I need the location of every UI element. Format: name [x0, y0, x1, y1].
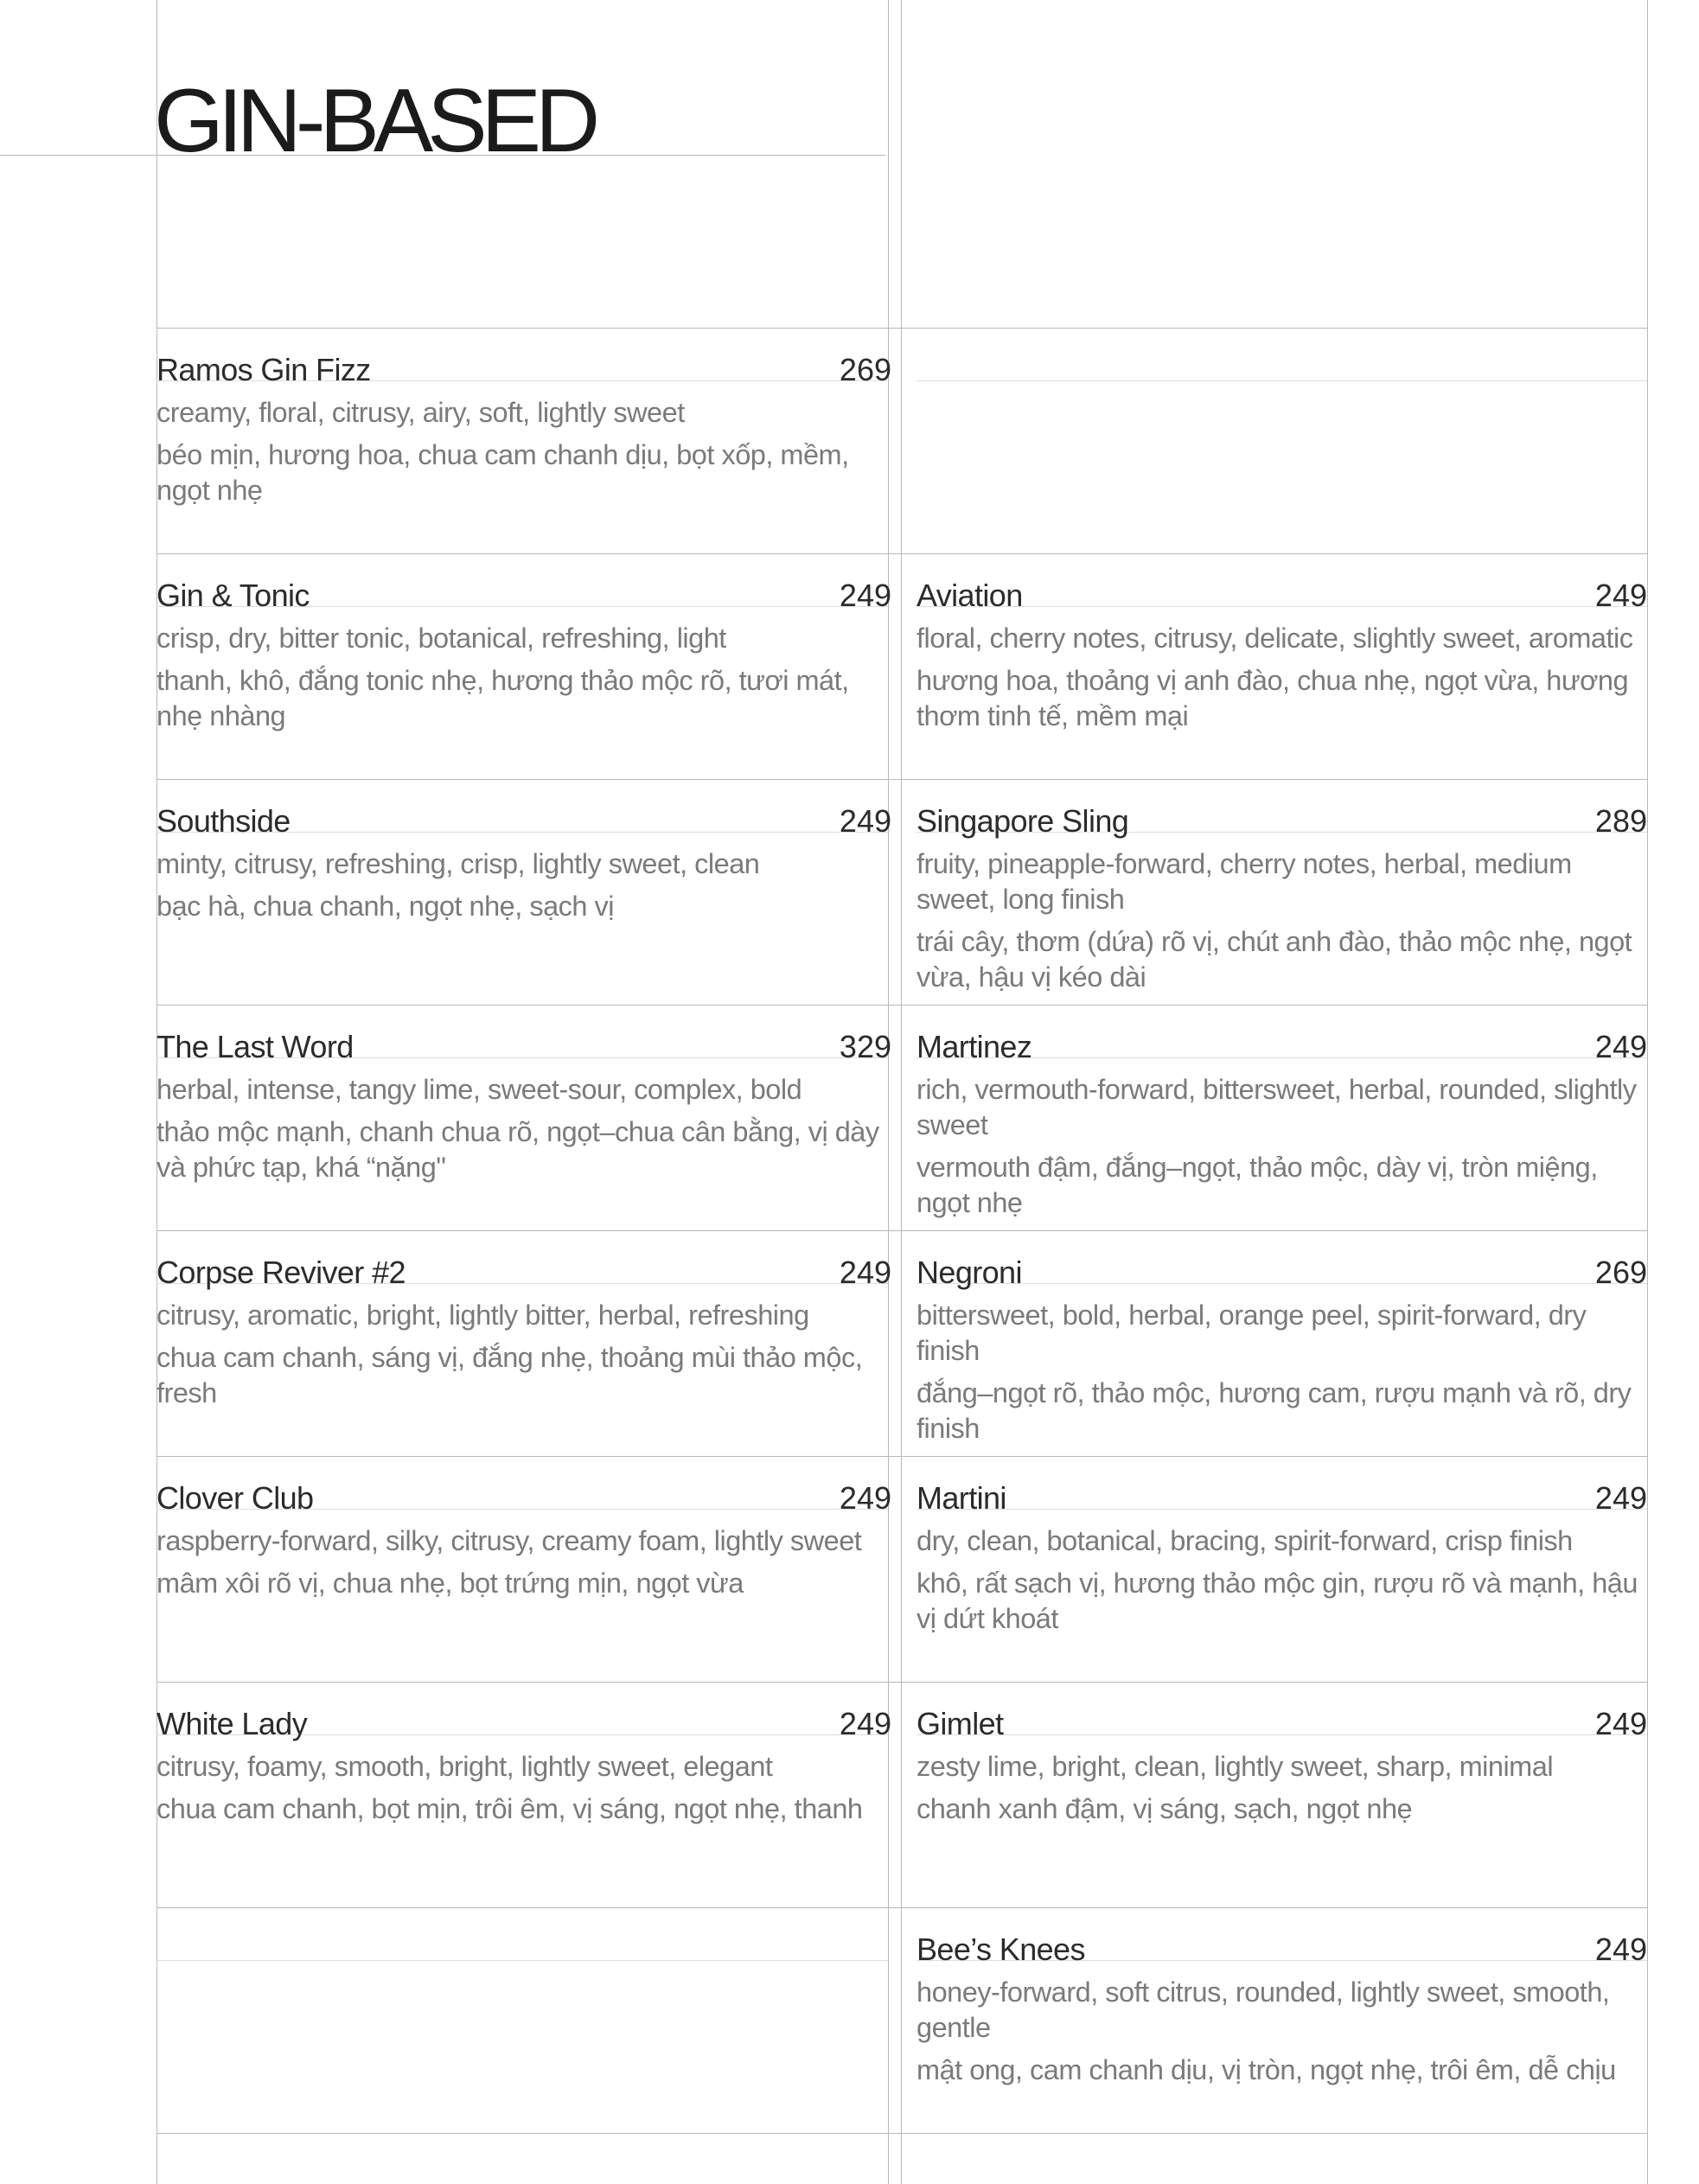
item-description-en: floral, cherry notes, citrusy, delicate, slightly sweet, aromatic [917, 623, 1633, 654]
item-description-vi: thanh, khô, đắng tonic nhẹ, hương thảo mộc rõ, tươi mát, nhẹ nhàng [156, 665, 849, 731]
item-name: Ramos Gin Fizz [156, 352, 371, 387]
item-description-vi: béo mịn, hương hoa, chua cam chanh dịu, bọt xốp, mềm, ngọt nhẹ [156, 439, 849, 506]
item-description-en: crisp, dry, bitter tonic, botanical, refreshing, light [156, 623, 726, 654]
name-guide-line [917, 1509, 1647, 1510]
item-name: Singapore Sling [917, 803, 1129, 839]
name-guide-line [917, 1283, 1647, 1284]
item-name: Aviation [917, 578, 1023, 613]
item-name: Martini [917, 1480, 1006, 1516]
item-description-en: honey-forward, soft citrus, rounded, lightly sweet, smooth, gentle [917, 1976, 1610, 2043]
item-price: 289 [1594, 803, 1647, 839]
item-price: 329 [839, 1029, 891, 1064]
row-divider [156, 1230, 1648, 1231]
name-guide-line [156, 1960, 888, 1961]
item-description-vi: thảo mộc mạnh, chanh chua rõ, ngọt–chua cân bằng, vị dày và phức tạp, khá “nặng" [156, 1116, 879, 1183]
item-name: White Lady [156, 1706, 308, 1741]
item-description-en: rich, vermouth-forward, bittersweet, herbal, rounded, slightly sweet [917, 1074, 1637, 1140]
item-name: Gin & Tonic [156, 578, 310, 613]
row-divider [156, 553, 1648, 554]
item-description-en: herbal, intense, tangy lime, sweet-sour, complex, bold [156, 1074, 802, 1105]
section-title: GIN-BASED [154, 71, 595, 171]
item-description-vi: mâm xôi rõ vị, chua nhẹ, bọt trứng mịn, ngọt vừa [156, 1568, 744, 1599]
item-name: The Last Word [156, 1029, 354, 1064]
item-price: 249 [1594, 1029, 1647, 1064]
row-divider [156, 779, 1648, 780]
item-description-vi: trái cây, thơm (dứa) rõ vị, chút anh đào, thảo mộc nhẹ, ngọt vừa, hậu vị kéo dài [917, 926, 1632, 993]
item-description-vi: chua cam chanh, bọt mịn, trôi êm, vị sáng, ngọt nhẹ, thanh [156, 1793, 863, 1824]
item-name: Bee’s Knees [917, 1932, 1085, 1967]
item-description-en: creamy, floral, citrusy, airy, soft, lightly sweet [156, 397, 685, 428]
item-price: 249 [1594, 1480, 1647, 1516]
name-guide-line [917, 380, 1647, 381]
row-divider [156, 1005, 1648, 1006]
item-description-en: raspberry-forward, silky, citrusy, creamy foam, lightly sweet [156, 1525, 862, 1556]
item-name: Southside [156, 803, 291, 839]
item-price: 249 [839, 1255, 891, 1290]
row-divider [156, 1907, 1648, 1908]
item-description-vi: chanh xanh đậm, vị sáng, sạch, ngọt nhẹ [917, 1793, 1413, 1824]
item-price: 249 [839, 803, 891, 839]
item-description-en: bittersweet, bold, herbal, orange peel, spirit-forward, dry finish [917, 1300, 1587, 1366]
item-description-vi: đắng–ngọt rõ, thảo mộc, hương cam, rượu mạnh và rõ, dry finish [917, 1377, 1632, 1444]
item-price: 249 [1594, 578, 1647, 613]
item-price: 269 [1594, 1255, 1647, 1290]
row-divider [156, 1456, 1648, 1457]
name-guide-line [917, 1734, 1647, 1735]
item-description-en: dry, clean, botanical, bracing, spirit-forward, crisp finish [917, 1525, 1573, 1556]
item-name: Gimlet [917, 1706, 1004, 1741]
item-description-en: fruity, pineapple-forward, cherry notes, herbal, medium sweet, long finish [917, 848, 1572, 915]
item-description-en: citrusy, aromatic, bright, lightly bitter, herbal, refreshing [156, 1300, 809, 1331]
item-name: Clover Club [156, 1480, 314, 1516]
item-description-vi: khô, rất sạch vị, hương thảo mộc gin, rượu rõ và mạnh, hậu vị dứt khoát [917, 1568, 1638, 1634]
item-price: 249 [1594, 1932, 1647, 1967]
row-divider [156, 1682, 1648, 1683]
item-name: Martinez [917, 1029, 1032, 1064]
item-price: 249 [839, 578, 891, 613]
row-divider [156, 2133, 1648, 2134]
item-description-vi: vermouth đậm, đắng–ngọt, thảo mộc, dày vị, tròn miệng, ngọt nhẹ [917, 1152, 1598, 1218]
item-price: 249 [839, 1480, 891, 1516]
item-description-vi: chua cam chanh, sáng vị, đắng nhẹ, thoảng mùi thảo mộc, fresh [156, 1342, 863, 1408]
item-description-en: minty, citrusy, refreshing, crisp, lightly sweet, clean [156, 848, 760, 879]
item-price: 249 [839, 1706, 891, 1741]
item-description-en: citrusy, foamy, smooth, bright, lightly sweet, elegant [156, 1751, 773, 1782]
item-price: 269 [839, 352, 891, 387]
name-guide-line [917, 606, 1647, 607]
item-name: Negroni [917, 1255, 1022, 1290]
item-description-vi: mật ong, cam chanh dịu, vị tròn, ngọt nhẹ, trôi êm, dễ chịu [917, 2054, 1616, 2085]
item-description-vi: hương hoa, thoảng vị anh đào, chua nhẹ, ngọt vừa, hương thơm tinh tế, mềm mại [917, 665, 1629, 731]
item-price: 249 [1594, 1706, 1647, 1741]
item-description-vi: bạc hà, chua chanh, ngọt nhẹ, sạch vị [156, 891, 614, 922]
item-name: Corpse Reviver #2 [156, 1255, 406, 1290]
item-description-en: zesty lime, bright, clean, lightly sweet, sharp, minimal [917, 1751, 1554, 1782]
row-divider [156, 328, 1648, 329]
